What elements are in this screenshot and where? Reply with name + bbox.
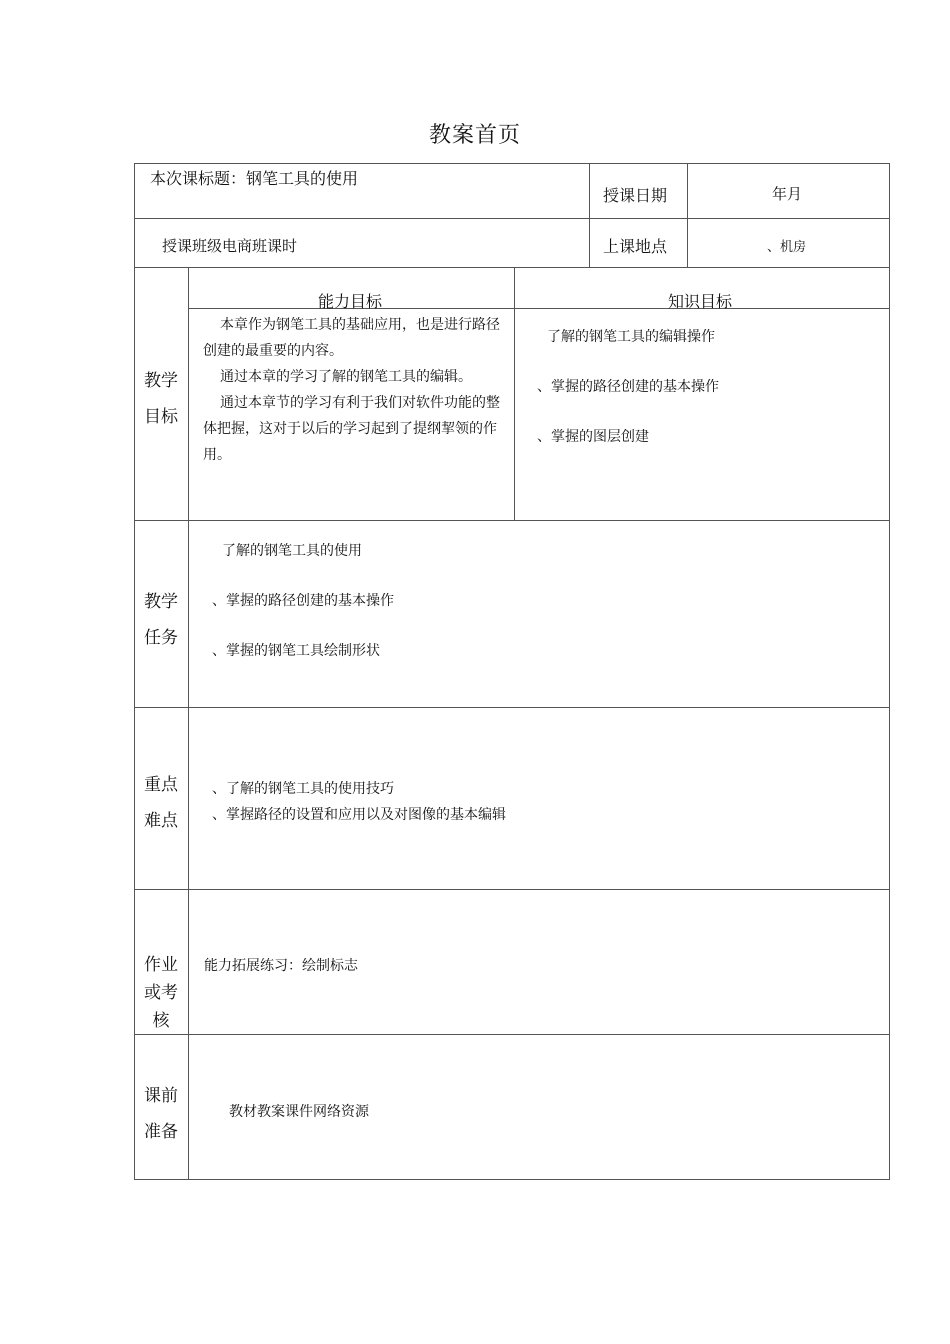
ability-paragraph: 本章作为钢笔工具的基础应用，也是进行路径创建的最重要的内容。 [203,317,500,359]
knowledge-item: 了解的钢笔工具的编辑操作 [547,329,715,345]
location-label: 上课地点 [603,237,668,256]
preparation-label-line: 准备 [144,1122,178,1142]
preparation-label [134,1078,188,1150]
ability-content [203,312,507,468]
knowledge-item: 、掌握的图层创建 [537,429,649,445]
page-title: 教案首页 [428,123,521,148]
row-divider [134,218,890,219]
objectives-column-divider [514,267,515,520]
header-column-divider [589,163,590,268]
tasks-label-line: 任务 [144,628,178,648]
homework-label [134,951,188,1035]
key-point-item: 、了解的钢笔工具的使用技巧 [212,781,394,797]
objectives-header-divider [188,308,890,309]
knowledge-header: 知识目标 [668,292,733,311]
tasks-label [134,584,188,656]
row-divider [134,889,890,890]
row-divider [134,707,890,708]
row-divider [134,520,890,521]
task-item: 了解的钢笔工具的使用 [222,543,362,559]
homework-label-line: 作业 [144,955,178,975]
ability-paragraph: 通过本章节的学习有利于我们对软件功能的整体把握，这对于以后的学习起到了提纲挈领的作用。 [203,395,500,463]
tasks-label-line: 教学 [144,592,178,612]
task-item: 、掌握的钢笔工具绘制形状 [212,643,380,659]
objectives-label [134,363,188,435]
key-points-label-line: 难点 [144,811,178,831]
homework-label-line: 核 [152,1011,170,1031]
objectives-label-line: 目标 [144,407,178,427]
knowledge-item: 、掌握的路径创建的基本操作 [537,379,719,395]
ability-paragraph: 通过本章的学习了解的钢笔工具的编辑。 [220,369,472,385]
homework-content: 能力拓展练习：绘制标志 [204,958,358,974]
date-label: 授课日期 [603,186,668,205]
row-divider [134,267,890,268]
key-points-label-line: 重点 [144,775,178,795]
preparation-label-line: 课前 [144,1086,178,1106]
row-divider [134,1034,890,1035]
ability-header: 能力目标 [318,292,383,311]
task-item: 、掌握的路径创建的基本操作 [212,593,394,609]
key-point-item: 、掌握路径的设置和应用以及对图像的基本编辑 [212,807,506,823]
homework-label-line: 或考 [144,983,178,1003]
preparation-content: 教材教案课件网络资源 [229,1104,369,1120]
class-info: 授课班级电商班课时 [162,237,298,255]
location-value: 、机房 [767,240,807,255]
header-column-divider [687,163,688,268]
key-points-label [134,767,188,839]
objectives-label-line: 教学 [144,371,178,391]
lesson-topic: 本次课标题：钢笔工具的使用 [150,169,359,188]
date-value: 年月 [772,185,803,203]
label-column-divider [188,267,189,1180]
